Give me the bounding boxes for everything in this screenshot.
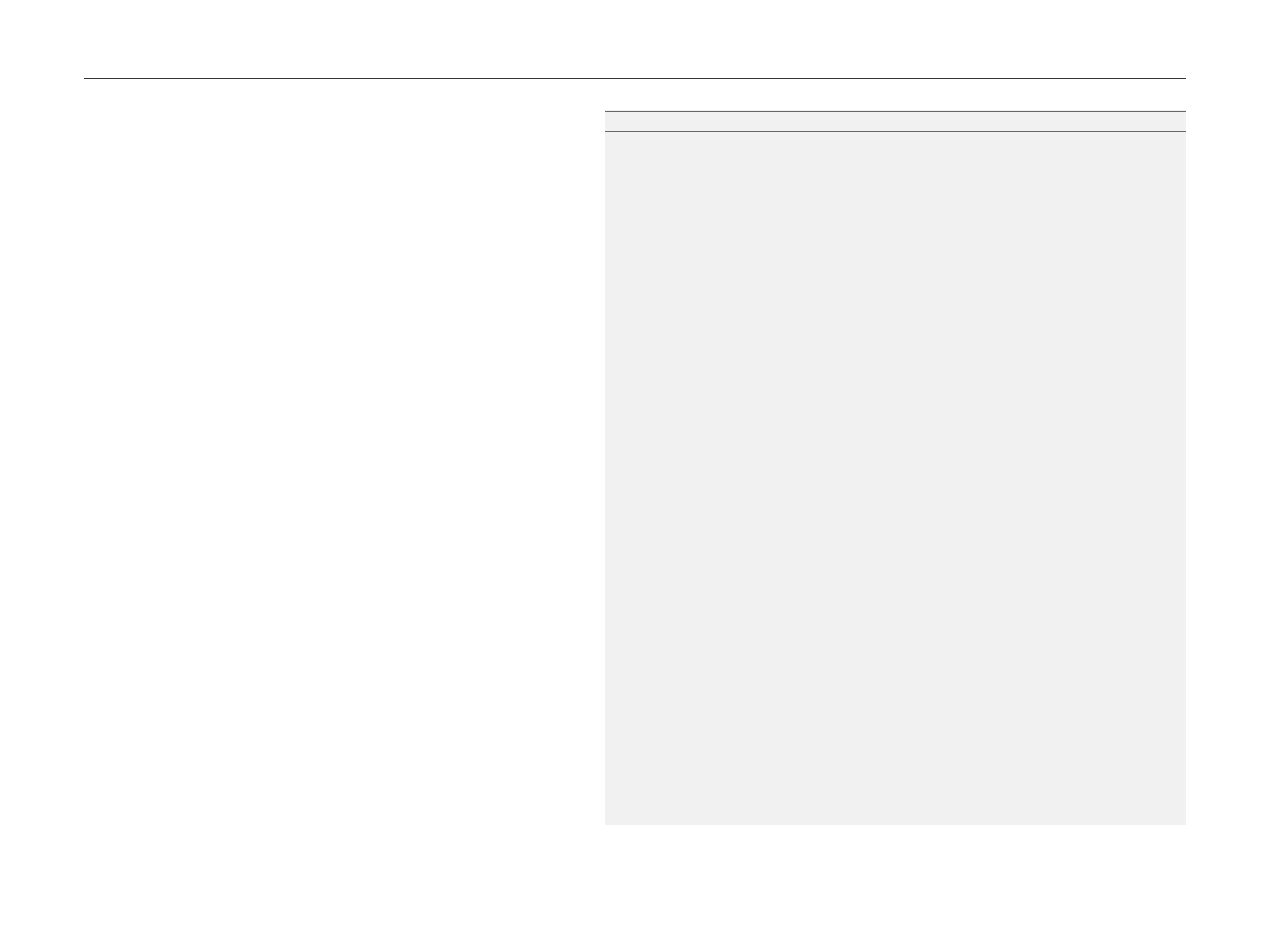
data-column-background: [605, 110, 1186, 825]
header-rule: [605, 111, 1186, 112]
header-rule: [605, 131, 1186, 132]
divider: [84, 78, 1186, 79]
